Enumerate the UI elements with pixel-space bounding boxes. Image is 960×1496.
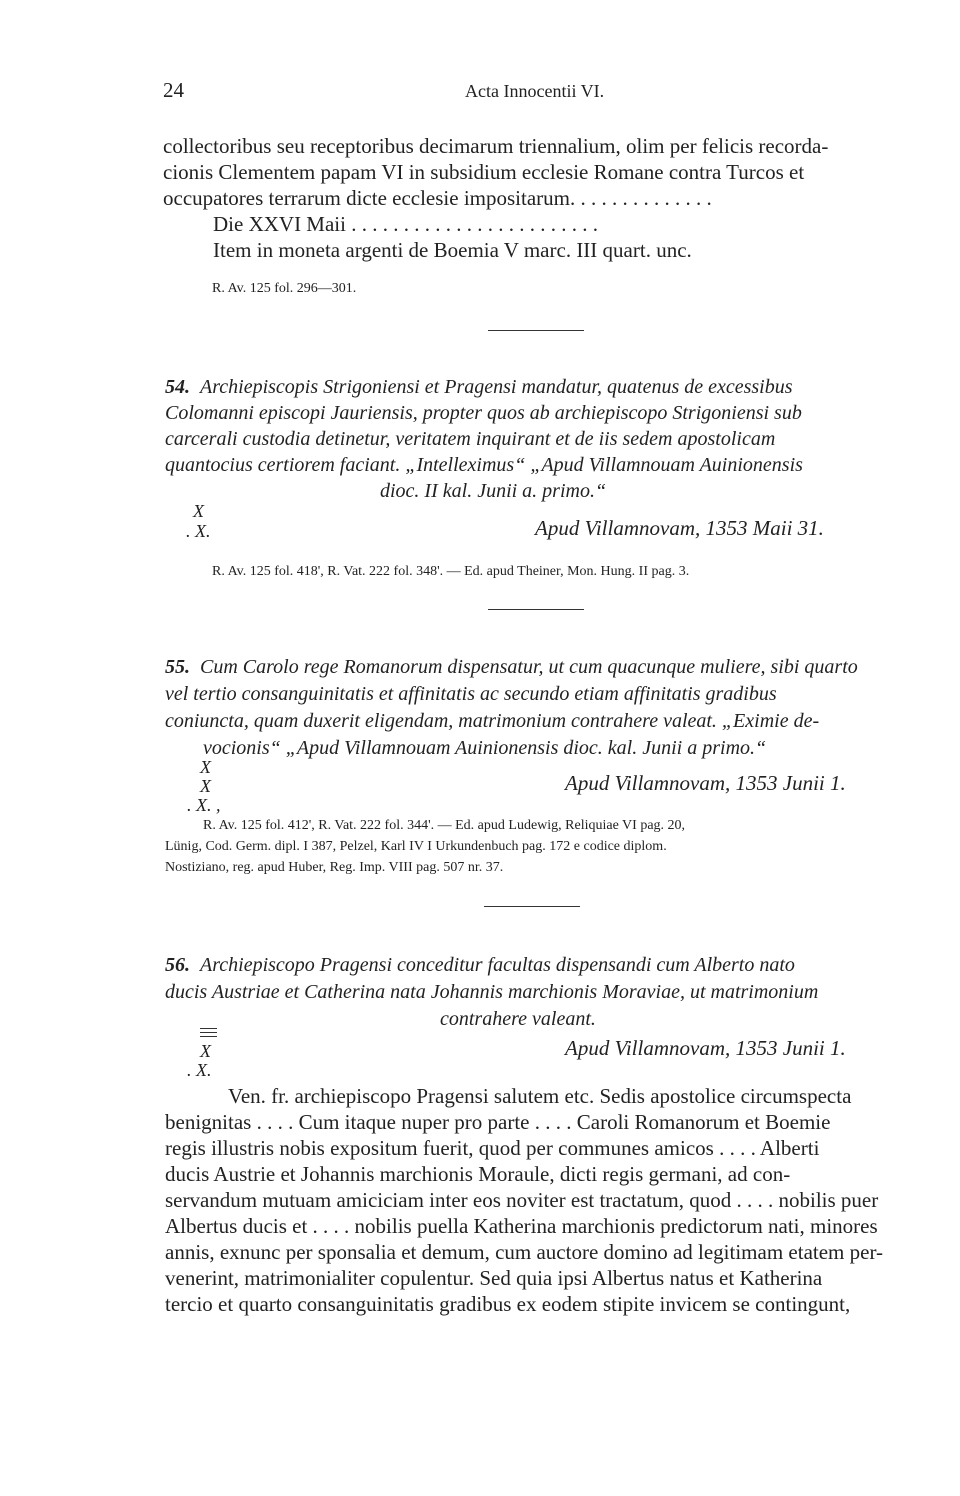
section-divider bbox=[488, 330, 584, 331]
entry-55-summary-line: vocionis“ „Apud Villamnouam Auinionensis dioc. kal. Junii a primo.“ bbox=[203, 737, 767, 759]
entry-date: Apud Villamnovam, 1353 Junii 1. bbox=[565, 1036, 846, 1060]
entry-56-summary-line: ducis Austriae et Catherina nata Johannis marchionis Moraviae, ut matrimonium bbox=[165, 981, 819, 1003]
entry-54-summary-line: carcerali custodia detinetur, veritatem inquirant et de iis sedem apostolicam bbox=[165, 428, 776, 450]
registry-mark: X bbox=[193, 501, 204, 521]
entry-54-summary-line: quantocius certiorem faciant. „Intelleximus“ „Apud Villamnouam Auinionensis bbox=[165, 454, 803, 476]
intro-line: Item in moneta argenti de Boemia V marc. III quart. unc. bbox=[213, 238, 692, 262]
entry-54-summary-line: dioc. II kal. Junii a. primo.“ bbox=[380, 480, 607, 502]
entry-56-summary-line: Archiepiscopo Pragensi conceditur facultas dispensandi cum Alberto nato bbox=[200, 954, 795, 976]
intro-reference: R. Av. 125 fol. 296—301. bbox=[212, 281, 357, 296]
body-line: servandum mutuam amiciciam inter eos noviter est tractatum, quod . . . . nobilis puer bbox=[165, 1188, 879, 1212]
intro-line: Die XXVI Maii . . . . . . . . . . . . . . . . . . . . . . . . bbox=[213, 212, 598, 236]
entry-reference: R. Av. 125 fol. 418', R. Vat. 222 fol. 348'. — Ed. apud Theiner, Mon. Hung. II pag. 3. bbox=[212, 564, 690, 579]
registry-mark: X bbox=[200, 757, 211, 777]
entry-55-summary-line: Cum Carolo rege Romanorum dispensatur, ut cum quacunque muliere, sibi quarto bbox=[200, 656, 858, 678]
entry-number: 55. bbox=[165, 656, 190, 678]
entry-number: 56. bbox=[165, 954, 190, 976]
body-line: ducis Austrie et Johannis marchionis Moraule, dicti regis germani, ad con- bbox=[165, 1162, 791, 1186]
registry-mark: . X. bbox=[187, 1060, 212, 1080]
registry-bar-mark bbox=[200, 1028, 217, 1029]
entry-reference: R. Av. 125 fol. 412', R. Vat. 222 fol. 344'. — Ed. apud Ludewig, Reliquiae VI pag. 20, bbox=[203, 818, 686, 833]
body-line: Ven. fr. archiepiscopo Pragensi salutem etc. Sedis apostolice circumspecta bbox=[228, 1084, 852, 1108]
intro-line: cionis Clementem papam VI in subsidium ecclesie Romane contra Turcos et bbox=[163, 160, 805, 184]
registry-bar-mark bbox=[200, 1036, 217, 1037]
body-line: regis illustris nobis expositum fuerit, quod per communes amicos . . . . Alberti bbox=[165, 1136, 820, 1160]
registry-bar-mark bbox=[200, 1032, 217, 1033]
registry-mark: X bbox=[200, 776, 211, 796]
entry-number: 54. bbox=[165, 376, 190, 398]
registry-mark: . X. , bbox=[187, 795, 221, 815]
entry-55-summary-line: vel tertio consanguinitatis et affinitatis ac secundo etiam affinitatis gradibus bbox=[165, 683, 777, 705]
entry-reference: Lünig, Cod. Germ. dipl. I 387, Pelzel, Karl IV I Urkundenbuch pag. 172 e codice diplom. bbox=[165, 839, 667, 854]
body-line: benignitas . . . . Cum itaque nuper pro parte . . . . Caroli Romanorum et Boemie bbox=[165, 1110, 831, 1134]
section-divider bbox=[484, 906, 580, 907]
entry-54-summary-line: Colomanni episcopi Jauriensis, propter quos ab archiepiscopo Strigoniensi sub bbox=[165, 402, 802, 424]
entry-56-summary-line: contrahere valeant. bbox=[440, 1008, 596, 1030]
entry-54-summary-line bbox=[165, 377, 190, 397]
intro-line: occupatores terrarum dicte ecclesie impositarum. . . . . . . . . . . . . . bbox=[163, 186, 712, 210]
body-line: venerint, matrimonialiter copulentur. Sed quia ipsi Albertus natus et Katherina bbox=[165, 1266, 823, 1290]
body-line: annis, exnunc per sponsalia et demum, cum auctore domino ad legitimam etatem per- bbox=[165, 1240, 884, 1264]
page-number: 24 bbox=[163, 78, 184, 102]
entry-date: Apud Villamnovam, 1353 Junii 1. bbox=[565, 771, 846, 795]
section-divider bbox=[488, 609, 584, 610]
entry-reference: Nostiziano, reg. apud Huber, Reg. Imp. VIII pag. 507 nr. 37. bbox=[165, 860, 504, 875]
registry-mark: X bbox=[200, 1041, 211, 1061]
entry-54-summary-line: Archiepiscopis Strigoniensi et Pragensi mandatur, quatenus de excessibus bbox=[200, 376, 793, 398]
body-line: Albertus ducis et . . . . nobilis puella Katherina marchionis predictorum nati, minores bbox=[165, 1214, 878, 1238]
registry-mark: . X. bbox=[186, 521, 211, 541]
running-title: Acta Innocentii VI. bbox=[465, 81, 605, 101]
entry-55-summary-line: coniuncta, quam duxerit eligendam, matrimonium contrahere valeat. „Eximie de- bbox=[165, 710, 820, 732]
intro-line: collectoribus seu receptoribus decimarum triennalium, olim per felicis recorda- bbox=[163, 134, 829, 158]
entry-date: Apud Villamnovam, 1353 Maii 31. bbox=[535, 516, 824, 540]
body-line: tercio et quarto consanguinitatis gradibus ex eodem stipite invicem se contingunt, bbox=[165, 1292, 851, 1316]
